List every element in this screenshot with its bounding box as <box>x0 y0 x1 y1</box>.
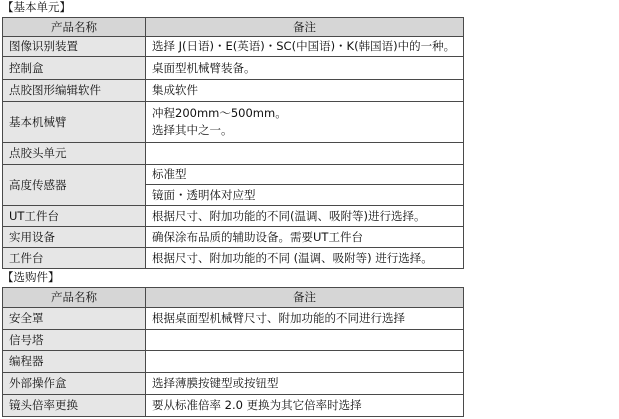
row-name: 镜头倍率更换 <box>3 395 146 417</box>
row-name: UT工件台 <box>3 206 146 227</box>
table-row <box>3 57 464 80</box>
row-note-line: 选择其中之一。 <box>152 123 233 137</box>
row-name: 实用设备 <box>3 227 146 248</box>
row-name: 信号塔 <box>3 330 146 351</box>
row-name: 控制盒 <box>3 57 146 80</box>
col-header-name: 产品名称 <box>3 18 146 37</box>
optional-section-title: 【选购件】 <box>2 270 60 284</box>
row-name: 点胶头单元 <box>3 143 146 165</box>
row-name: 外部操作盒 <box>3 373 146 395</box>
col-header-name: 产品名称 <box>3 288 146 308</box>
row-name: 编程器 <box>3 351 146 373</box>
table-row <box>3 395 464 417</box>
col-header-note: 备注 <box>146 288 464 308</box>
basic-section-title: 【基本单元】 <box>2 0 71 14</box>
table-row <box>3 227 464 248</box>
table-header-row <box>3 288 464 308</box>
row-note <box>146 143 464 165</box>
table-row <box>3 248 464 269</box>
table-row <box>3 206 464 227</box>
row-note: 标准型 <box>146 165 464 185</box>
table-header-row <box>3 18 464 37</box>
row-note: 桌面型机械臂装备。 <box>146 57 464 80</box>
row-note: 根据桌面型机械臂尺寸、附加功能的不同进行选择 <box>146 308 464 330</box>
row-note-line: 冲程200mm～500mm。 <box>152 106 287 120</box>
row-note <box>146 351 464 373</box>
table-row <box>3 102 464 143</box>
row-note: 确保涂布品质的辅助设备。需要UT工件台 <box>146 227 464 248</box>
table-row <box>3 165 464 185</box>
row-note: 选择薄膜按键型或按钮型 <box>146 373 464 395</box>
row-note: 集成软件 <box>146 80 464 102</box>
table-row <box>3 80 464 102</box>
row-name: 高度传感器 <box>3 165 146 206</box>
row-note: 镜面・透明体对应型 <box>146 185 464 206</box>
table-row <box>3 143 464 165</box>
row-note: 根据尺寸、附加功能的不同(温调、吸附等)进行选择。 <box>146 206 464 227</box>
row-note <box>146 102 464 143</box>
row-note: 选择 J(日语)・E(英语)・SC(中国语)・K(韩国语)中的一种。 <box>146 37 464 57</box>
basic-units-table <box>2 17 464 269</box>
row-name: 点胶图形编辑软件 <box>3 80 146 102</box>
table-row <box>3 373 464 395</box>
table-row <box>3 351 464 373</box>
row-note: 根据尺寸、附加功能的不同 (温调、吸附等) 进行选择。 <box>146 248 464 269</box>
row-note <box>146 330 464 351</box>
table-row <box>3 308 464 330</box>
row-name: 图像识别装置 <box>3 37 146 57</box>
row-name: 安全罩 <box>3 308 146 330</box>
table-row <box>3 330 464 351</box>
col-header-note: 备注 <box>146 18 464 37</box>
row-name: 基本机械臂 <box>3 102 146 143</box>
table-row <box>3 37 464 57</box>
row-name: 工件台 <box>3 248 146 269</box>
row-note: 要从标准倍率 2.0 更换为其它倍率时选择 <box>146 395 464 417</box>
optional-parts-table <box>2 287 464 417</box>
